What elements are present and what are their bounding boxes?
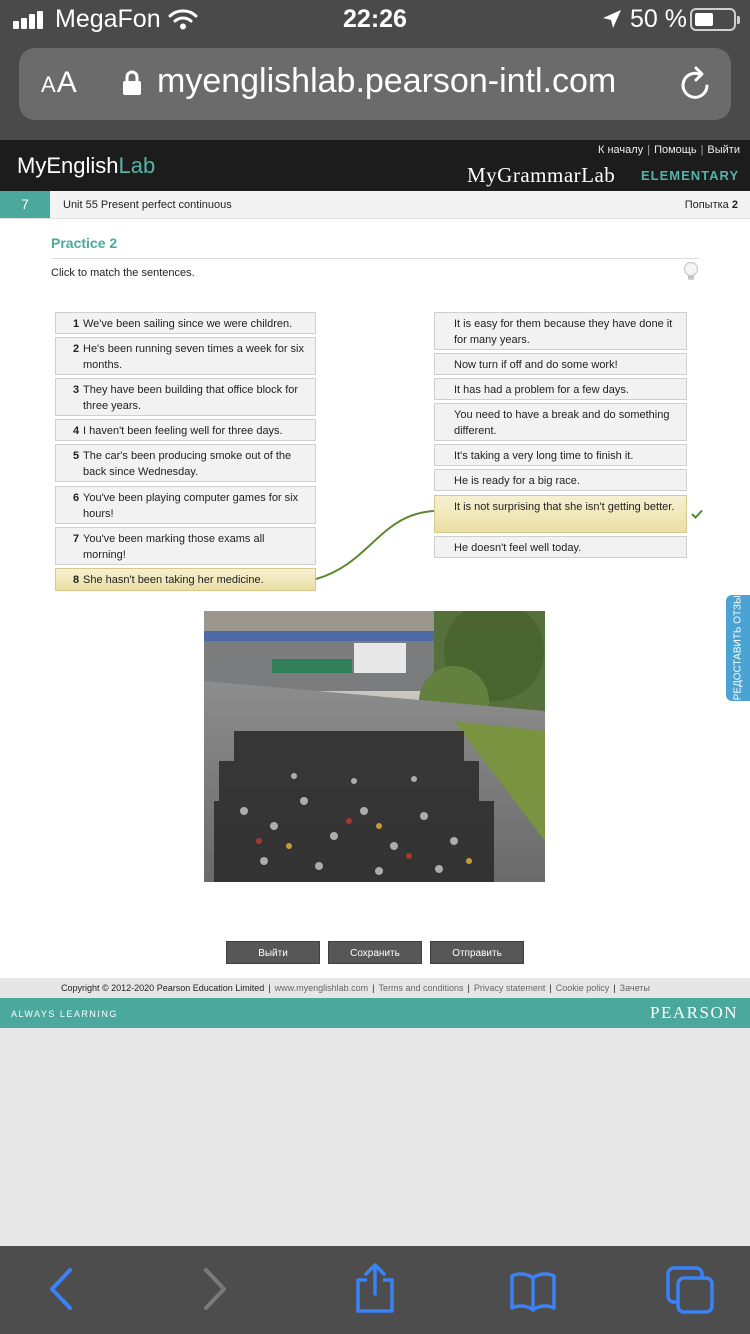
- product-level: ELEMENTARY: [641, 168, 740, 183]
- left-item-5[interactable]: 5 The car's been producing smoke out of the back since Wednesday.: [55, 444, 316, 482]
- left-item-2[interactable]: 2 He's been running seven times a week for six months.: [55, 337, 316, 375]
- left-item-7[interactable]: 7 You've been marking those exams all morning!: [55, 527, 316, 565]
- footer-link-terms[interactable]: Terms and conditions: [378, 983, 464, 993]
- unit-bar: [0, 191, 750, 219]
- site-header: [0, 140, 750, 191]
- left-item-4[interactable]: 4 I haven't been feeling well for three days.: [55, 419, 316, 441]
- battery-icon: [690, 8, 736, 31]
- logout-link[interactable]: Выйти: [707, 144, 740, 156]
- pearson-logo: PEARSON: [650, 1003, 738, 1022]
- left-item-8[interactable]: 8 She hasn't been taking her medicine.: [55, 568, 316, 591]
- exercise-panel: [0, 219, 750, 978]
- share-icon[interactable]: [353, 1262, 397, 1319]
- status-bar: [0, 0, 750, 40]
- attempt-counter: Попытка 2: [684, 199, 738, 211]
- footer-link-credits[interactable]: Зачеты: [619, 983, 650, 993]
- right-item-4[interactable]: You need to have a break and do something different.: [434, 403, 687, 441]
- safari-toolbar: [0, 1246, 750, 1334]
- right-item-3[interactable]: It has had a problem for a few days.: [434, 378, 687, 400]
- safari-address-area: [0, 40, 750, 140]
- pearson-bar: [0, 998, 750, 1028]
- clock: 22:26: [343, 5, 407, 33]
- left-item-3[interactable]: 3 They have been building that office block for three years.: [55, 378, 316, 416]
- submit-button[interactable]: Отправить: [430, 941, 524, 964]
- back-icon[interactable]: [44, 1266, 76, 1317]
- header-links: К началу | Помощь | Выйти: [598, 144, 740, 156]
- checkmark-icon: [691, 506, 703, 524]
- practice-title: Practice 2: [51, 235, 118, 251]
- marathon-photo: [204, 611, 545, 882]
- right-item-5[interactable]: It's taking a very long time to finish it.: [434, 444, 687, 466]
- reload-icon[interactable]: [679, 66, 713, 107]
- footer-link-privacy[interactable]: Privacy statement: [473, 983, 546, 993]
- left-item-1[interactable]: 1 We've been sailing since we were children.: [55, 312, 316, 334]
- home-link[interactable]: К началу: [598, 144, 644, 156]
- carrier-label: MegaFon: [55, 5, 161, 33]
- right-item-8[interactable]: He doesn't feel well today.: [434, 536, 687, 558]
- tabs-icon[interactable]: [666, 1266, 716, 1319]
- right-item-1[interactable]: It is easy for them because they have done it for many years.: [434, 312, 687, 350]
- location-icon: [602, 9, 622, 34]
- right-item-6[interactable]: He is ready for a big race.: [434, 469, 687, 491]
- left-item-6[interactable]: 6 You've been playing computer games for six hours!: [55, 486, 316, 524]
- tagline: ALWAYS LEARNING: [11, 1009, 118, 1019]
- footer-link-cookies[interactable]: Cookie policy: [555, 983, 610, 993]
- unit-title: Unit 55 Present perfect continuous: [63, 199, 232, 211]
- instructions: Click to match the sentences.: [51, 267, 195, 279]
- feedback-tab[interactable]: ПРЕДОСТАВИТЬ ОТЗЫВ: [726, 595, 750, 701]
- url-text: myenglishlab.pearson-intl.com: [157, 62, 617, 100]
- bookmarks-icon[interactable]: [509, 1270, 557, 1317]
- right-item-2[interactable]: Now turn if off and do some work!: [434, 353, 687, 375]
- footer-link-site[interactable]: www.myenglishlab.com: [274, 983, 369, 993]
- unit-number: 7: [0, 191, 50, 218]
- address-bar[interactable]: [19, 48, 731, 120]
- copyright-bar: Copyright © 2012-2020 Pearson Education Limited | www.myenglishlab.com | Terms and conditions | Privacy statement | Cookie policy | Зачеты: [0, 978, 750, 998]
- battery-percent: 50 %: [630, 5, 687, 33]
- myenglishlab-logo[interactable]: MyEnglishLab: [17, 153, 156, 178]
- copyright-text: Copyright © 2012-2020 Pearson Education Limited: [61, 983, 265, 993]
- forward-icon[interactable]: [200, 1266, 232, 1317]
- lock-icon: [122, 70, 142, 101]
- product-title: MyGrammarLab: [467, 163, 616, 187]
- save-button[interactable]: Сохранить: [328, 941, 422, 964]
- exit-button[interactable]: Выйти: [226, 941, 320, 964]
- help-link[interactable]: Помощь: [654, 144, 697, 156]
- right-item-7[interactable]: It is not surprising that she isn't getting better.: [434, 495, 687, 533]
- reader-settings-button[interactable]: AA: [41, 66, 78, 99]
